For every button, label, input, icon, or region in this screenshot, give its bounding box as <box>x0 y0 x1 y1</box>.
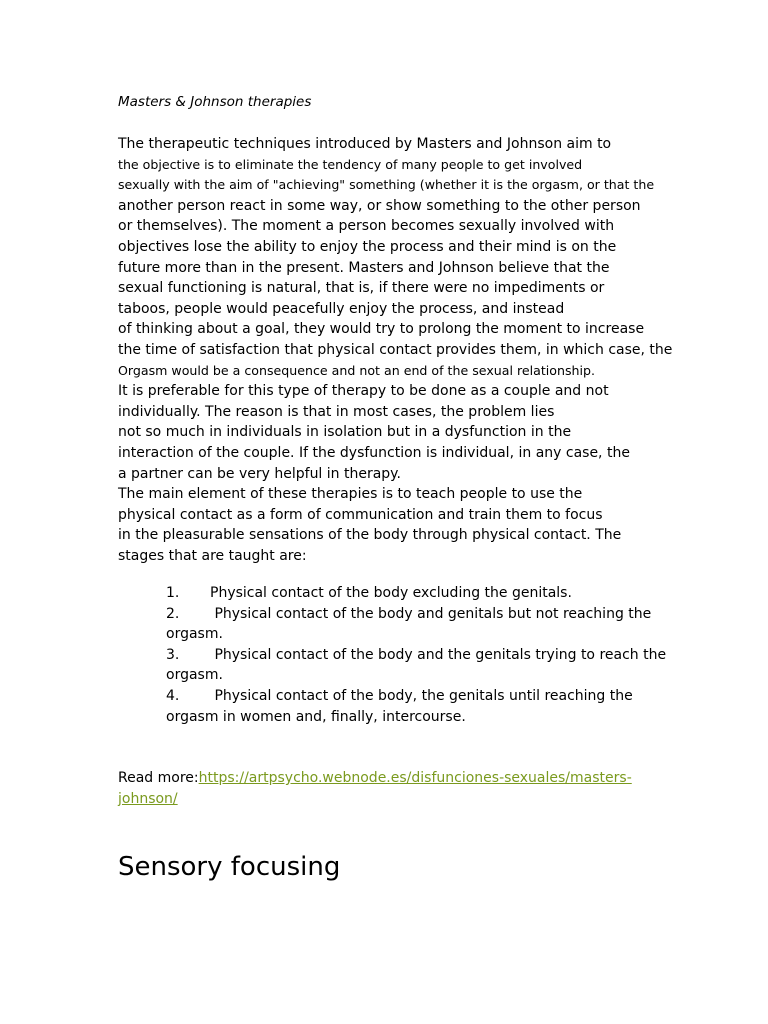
paragraph-line: The therapeutic techniques introduced by Masters and Johnson aim to <box>118 136 612 152</box>
paragraph-line: Orgasm would be a consequence and not an end of the sexual relationship. <box>118 362 596 378</box>
list-item <box>166 583 726 604</box>
list-item-continuation: orgasm. <box>166 626 223 643</box>
list-item-number: 2. <box>166 605 180 622</box>
paragraph-line: future more than in the present. Masters and Johnson believe that the <box>118 259 610 276</box>
read-more-link[interactable]: https://artpsycho.webnode.es/disfunciones-sexuales/masters- <box>198 770 632 786</box>
list-item-continuation: orgasm. <box>166 667 223 684</box>
document-subtitle: Masters & Johnson therapies <box>118 94 312 110</box>
list-item <box>166 686 726 707</box>
paragraph-line: in the pleasurable sensations of the body through physical contact. The <box>118 527 622 544</box>
paragraph-line: interaction of the couple. If the dysfunction is individual, in any case, the <box>118 444 630 461</box>
list-item-text: Physical contact of the body and genitals but not reaching the <box>210 605 652 622</box>
paragraph-line: not so much in individuals in isolation but in a dysfunction in the <box>118 424 572 441</box>
paragraph-line: the time of satisfaction that physical contact provides them, in which case, the <box>118 341 673 358</box>
section-heading: Sensory focusing <box>118 852 341 882</box>
read-more-label: Read more: <box>118 770 199 786</box>
read-more-link-continuation[interactable]: johnson/ <box>118 791 178 807</box>
paragraph-line: stages that are taught are: <box>118 547 307 564</box>
list-item-number: 4. <box>166 687 180 704</box>
list-item-text: Physical contact of the body and the genitals trying to reach the <box>210 646 667 663</box>
paragraph-line: individually. The reason is that in most cases, the problem lies <box>118 403 555 420</box>
paragraph-line: physical contact as a form of communication and train them to focus <box>118 506 603 523</box>
list-item <box>166 604 726 625</box>
stages-list <box>166 583 726 727</box>
paragraph-line: or themselves). The moment a person becomes sexually involved with <box>118 218 615 235</box>
list-item-text: Physical contact of the body, the genitals until reaching the <box>210 687 633 704</box>
paragraph-line: sexually with the aim of "achieving" something (whether it is the orgasm, or that the <box>118 177 655 193</box>
read-more-block <box>118 768 678 810</box>
paragraph-line: sexual functioning is natural, that is, if there were no impediments or <box>118 280 605 297</box>
list-item-continuation: orgasm in women and, finally, intercourse. <box>166 708 466 725</box>
paragraph-line: another person react in some way, or show something to the other person <box>118 197 641 214</box>
paragraph-line: of thinking about a goal, they would try to prolong the moment to increase <box>118 321 645 338</box>
paragraph-line: The main element of these therapies is to teach people to use the <box>118 486 583 503</box>
paragraph-line: the objective is to eliminate the tendency of many people to get involved <box>118 156 583 172</box>
list-item-number: 3. <box>166 646 180 663</box>
list-item-number: 1. <box>166 585 180 601</box>
paragraph-line: taboos, people would peacefully enjoy the process, and instead <box>118 300 565 317</box>
list-item <box>166 645 726 666</box>
paragraph-line: It is preferable for this type of therapy to be done as a couple and not <box>118 383 609 400</box>
body-paragraph <box>118 134 738 566</box>
list-item-text: Physical contact of the body excluding the genitals. <box>210 585 572 601</box>
paragraph-line: objectives lose the ability to enjoy the process and their mind is on the <box>118 238 617 255</box>
paragraph-line: a partner can be very helpful in therapy. <box>118 465 401 482</box>
